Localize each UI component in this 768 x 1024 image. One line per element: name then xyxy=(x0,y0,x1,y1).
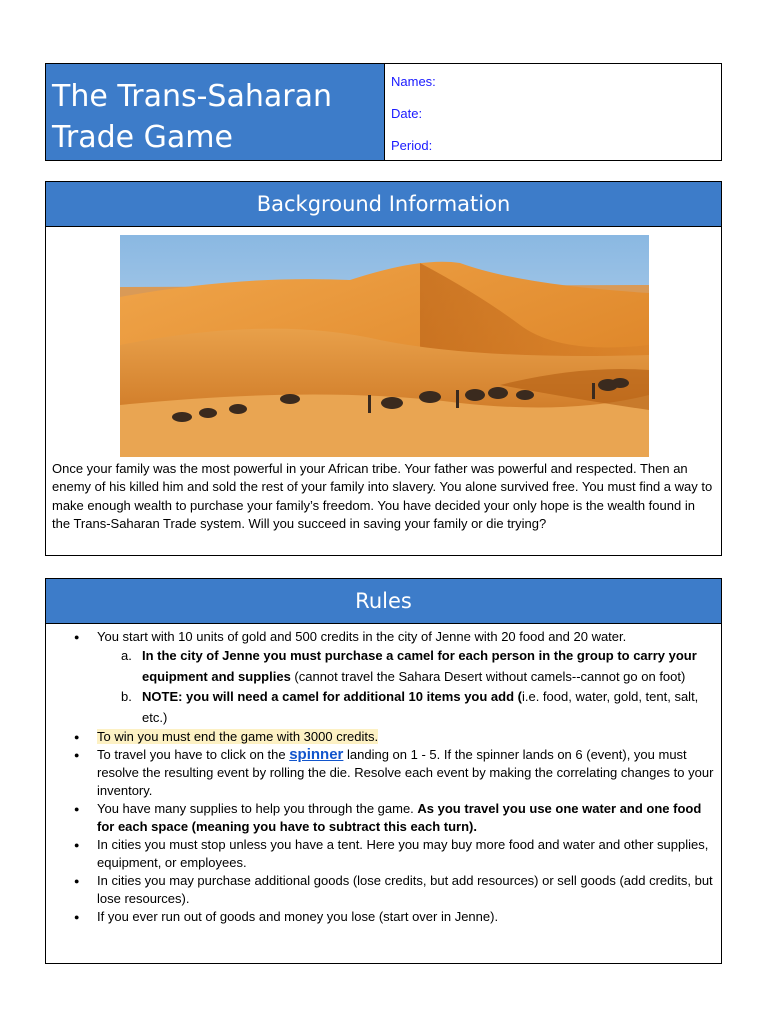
rule-item: ● If you ever run out of goods and money you lose (start over in Jenne). xyxy=(70,908,715,926)
rule-item-win-condition: ● To win you must end the game with 3000 credits. xyxy=(70,728,715,746)
title-line-2: Trade Game xyxy=(52,120,233,155)
rule-subitem: a. In the city of Jenne you must purchase a camel for each person in the group to carry your equipment and supplies (cannot travel the Sahara Desert without camels--cannot go on foot) xyxy=(121,648,697,684)
title-line-1: The Trans-Saharan xyxy=(52,79,332,114)
background-heading: Background Information xyxy=(46,182,721,227)
background-section xyxy=(45,181,722,556)
subitem-marker: b. xyxy=(121,689,132,704)
rules-heading: Rules xyxy=(46,579,721,624)
spinner-link[interactable]: spinner xyxy=(289,746,344,763)
rule-item: ● You have many supplies to help you through the game. As you travel you use one water and one food for each space (meaning you have to subtract this each turn). xyxy=(70,800,715,836)
names-label: Names: xyxy=(391,74,436,89)
rule-item: ● In cities you may purchase additional goods (lose credits, but add resources) or sell goods (add credits, but lose resources). xyxy=(70,872,715,908)
rule-item: ● In cities you must stop unless you have a tent. Here you may buy more food and water and other supplies, equipment, or employees. xyxy=(70,836,715,872)
title-table xyxy=(45,63,722,161)
rule-subitem: b. NOTE: you will need a camel for additional 10 items you add (i.e. food, water, gold, tent, salt, etc.) xyxy=(121,689,699,725)
page-title xyxy=(46,64,385,160)
rules-section xyxy=(45,578,722,964)
rule-item: ● You start with 10 units of gold and 500 credits in the city of Jenne with 20 food and 20 water. xyxy=(70,628,715,646)
date-label: Date: xyxy=(391,106,423,121)
subitem-marker: a. xyxy=(121,648,132,663)
desert-caravan-photo xyxy=(120,235,649,457)
rule-item: ● To travel you have to click on the spinner landing on 1 - 5. If the spinner lands on 6 (event), you must resolve the resulting event by rolling the die. Resolve each event by making the correlating changes to your inventory. xyxy=(70,746,715,800)
background-paragraph: Once your family was the most powerful in your African tribe. Your father was powerful and respected. Then an enemy of his killed him and sold the rest of your family into slavery. You alone survived free. You must find a way to make enough wealth to purchase your family’s freedom. You have decided your only hope is the wealth found in the Trans-Saharan Trade system. Will you succeed in saving your family or die trying? xyxy=(52,461,713,531)
student-info xyxy=(385,64,721,160)
rules-list xyxy=(46,624,721,926)
period-label: Period: xyxy=(391,138,433,153)
